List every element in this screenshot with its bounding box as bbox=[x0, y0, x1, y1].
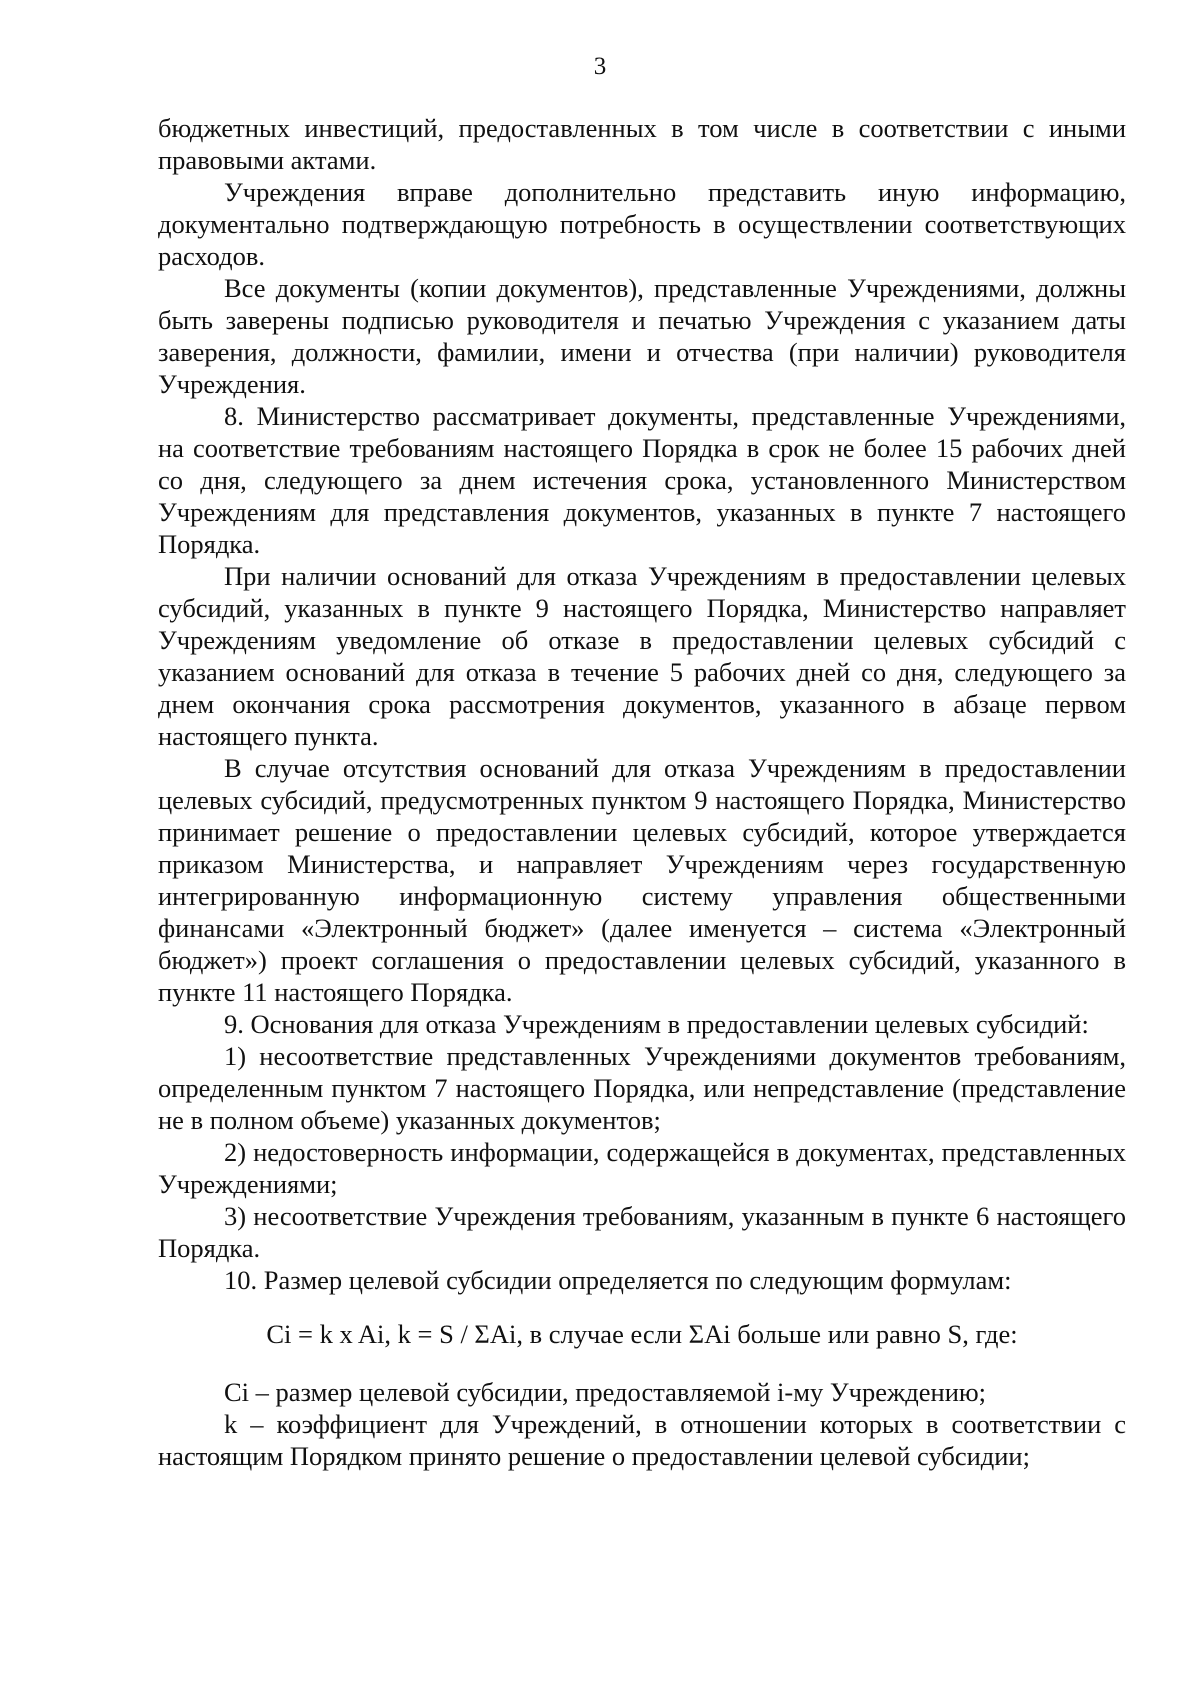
paragraph-approval-decision: В случае отсутствия оснований для отказа Учреждениям в предоставлении целевых субсидий, предусмотренных пунктом 9 настоящего Порядка, Министерство принимает решение о предоставлении целевых субсидий, которое утверждается приказом Министерства, и направляет Учреждениям через государственную интегрированную информационную систему управления общественными финансами «Электронный бюджет» (далее именуется – система «Электронный бюджет») проект соглашения о предоставлении целевых субсидий, указанного в пункте 11 настоящего Порядка. bbox=[158, 753, 1126, 1007]
paragraph-documents-certification: Все документы (копии документов), представленные Учреждениями, должны быть заверены подписью руководителя и печатью Учреждения с указанием даты заверения, должности, фамилии, имени и отчества (при наличии) руководителя Учреждения. bbox=[158, 273, 1126, 399]
page-number: 3 bbox=[593, 53, 607, 80]
definition-k: k – коэффициент для Учреждений, в отношении которых в соответствии с настоящим Порядком принято решение о предоставлении целевой субсидии; bbox=[158, 1409, 1126, 1471]
paragraph-continuation: бюджетных инвестиций, предоставленных в том числе в соответствии с иными правовыми актами. bbox=[158, 113, 1126, 175]
formula: Ci = k x Ai, k = S / ΣAi, в случае если ΣAi больше или равно S, где: bbox=[266, 1319, 1018, 1349]
list-item-9-1: 1) несоответствие представленных Учреждениями документов требованиям, определенным пунктом 7 настоящего Порядка, или непредставление (представление не в полном объеме) указанных документов; bbox=[158, 1041, 1126, 1135]
document-body bbox=[158, 112, 1126, 1472]
list-item-9-2: 2) недостоверность информации, содержащейся в документах, представленных Учреждениями; bbox=[158, 1137, 1126, 1199]
list-item-9-3: 3) несоответствие Учреждения требованиям, указанным в пункте 6 настоящего Порядка. bbox=[158, 1201, 1126, 1263]
paragraph-additional-info: Учреждения вправе дополнительно представить иную информацию, документально подтверждающую потребность в осуществлении соответствующих расходов. bbox=[158, 177, 1126, 271]
paragraph-item-9: 9. Основания для отказа Учреждениям в предоставлении целевых субсидий: bbox=[224, 1009, 1089, 1039]
definition-ci: Ci – размер целевой субсидии, предоставляемой i-му Учреждению; bbox=[224, 1377, 987, 1407]
paragraph-item-10: 10. Размер целевой субсидии определяется по следующим формулам: bbox=[224, 1265, 1012, 1295]
paragraph-item-8: 8. Министерство рассматривает документы, представленные Учреждениями, на соответствие требованиям настоящего Порядка в срок не более 15 рабочих дней со дня, следующего за днем истечения срока, установленного Министерством Учреждениям для представления документов, указанных в пункте 7 настоящего Порядка. bbox=[158, 401, 1126, 559]
paragraph-refusal-notice: При наличии оснований для отказа Учреждениям в предоставлении целевых субсидий, указанных в пункте 9 настоящего Порядка, Министерство направляет Учреждениям уведомление об отказе в предоставлении целевых субсидий с указанием оснований для отказа в течение 5 рабочих дней со дня, следующего за днем окончания срока рассмотрения документов, указанного в абзаце первом настоящего пункта. bbox=[158, 561, 1126, 751]
